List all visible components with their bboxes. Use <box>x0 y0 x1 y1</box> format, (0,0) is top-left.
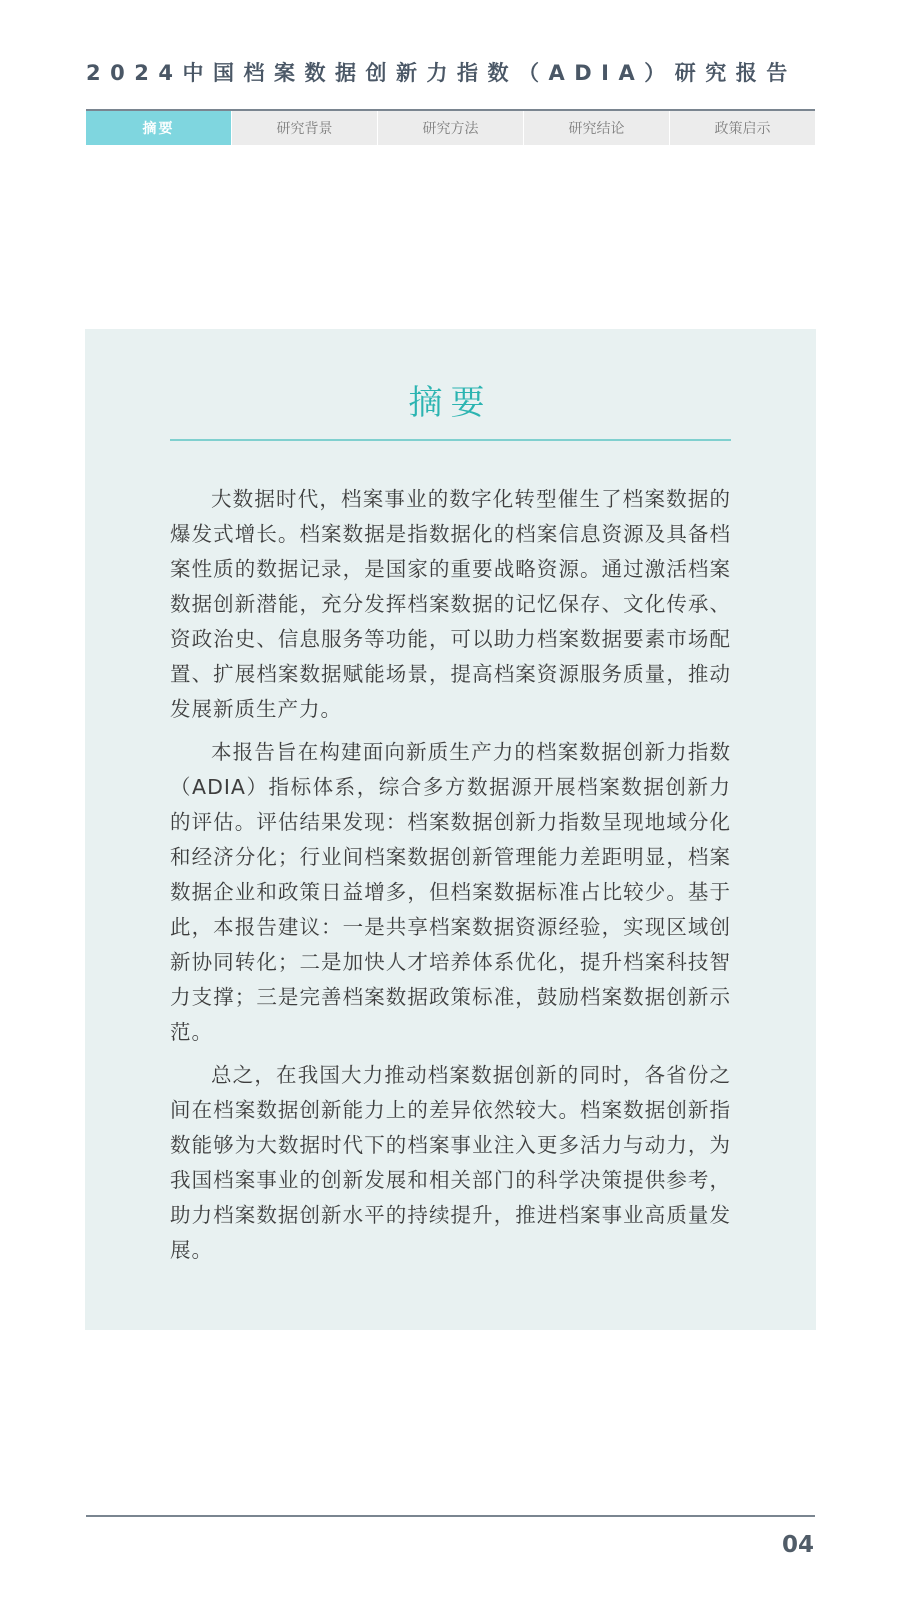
tab-research-conclusion[interactable]: 研究结论 <box>523 111 669 145</box>
paragraph-2: 本报告旨在构建面向新质生产力的档案数据创新力指数（ADIA）指标体系，综合多方数据源开展档案数据创新力的评估。评估结果发现：档案数据创新力指数呈现地域分化和经济分化；行业间档案数据创新管理能力差距明显，档案数据企业和政策日益增多，但档案数据标准占比较少。基于此，本报告建议：一是共享档案数据资源经验，实现区域创新协同转化；二是加快人才培养体系优化，提升档案科技智力支撑；三是完善档案数据政策标准，鼓励档案数据创新示范。 <box>170 740 731 1044</box>
section-title: 摘要 <box>408 383 493 423</box>
tab-policy-implications[interactable]: 政策启示 <box>669 111 815 145</box>
abstract-body <box>170 482 731 1276</box>
title-underline <box>170 439 731 441</box>
tab-research-background[interactable]: 研究背景 <box>231 111 377 145</box>
report-title: 2024中国档案数据创新力指数（ADIA）研究报告 <box>86 61 797 85</box>
paragraph-3: 总之，在我国大力推动档案数据创新的同时，各省份之间在档案数据创新能力上的差异依然较大。档案数据创新指数能够为大数据时代下的档案事业注入更多活力与动力，为我国档案事业的创新发展和相关部门的科学决策提供参考，助力档案数据创新水平的持续提升，推进档案事业高质量发展。 <box>170 1063 731 1262</box>
section-nav <box>86 111 815 145</box>
tab-abstract[interactable]: 摘要 <box>86 111 231 145</box>
page-number: 04 <box>781 1532 814 1558</box>
tab-research-method[interactable]: 研究方法 <box>377 111 523 145</box>
abstract-panel <box>85 329 816 1330</box>
paragraph-1: 大数据时代，档案事业的数字化转型催生了档案数据的爆发式增长。档案数据是指数据化的档案信息资源及具备档案性质的数据记录，是国家的重要战略资源。通过激活档案数据创新潜能，充分发挥档案数据的记忆保存、文化传承、资政治史、信息服务等功能，可以助力档案数据要素市场配置、扩展档案数据赋能场景，提高档案资源服务质量，推动发展新质生产力。 <box>170 487 731 721</box>
footer-rule <box>86 1515 815 1517</box>
